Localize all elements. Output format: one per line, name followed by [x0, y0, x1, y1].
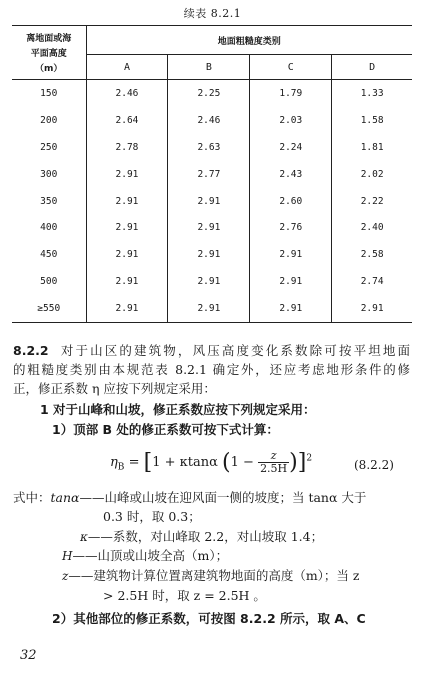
value-cell: 2.91 — [250, 268, 332, 295]
row-height-cell: 300 — [12, 161, 86, 188]
bracket-open: [ — [143, 450, 153, 475]
roughness-table — [12, 25, 412, 323]
z-definition — [62, 568, 360, 584]
table-row — [12, 134, 412, 161]
row-height-cell: 200 — [12, 107, 86, 134]
row-height-cell: 400 — [12, 214, 86, 241]
value-cell: 2.91 — [168, 214, 250, 241]
row-height-cell: 450 — [12, 241, 86, 268]
z-description-2: > 2.5H 时，取 z = 2.5H 。 — [103, 588, 266, 603]
table-caption: 续表 8.2.1 — [183, 7, 242, 20]
bracket-close: ] — [297, 450, 307, 475]
value-cell: 2.91 — [168, 268, 250, 295]
value-cell: 2.77 — [168, 161, 250, 188]
section-paragraph-line1 — [13, 343, 410, 359]
formula-eq: = — [128, 455, 140, 470]
h-symbol: H — [62, 549, 73, 563]
item-1: 1 对于山峰和山坡，修正系数应按下列规定采用： — [40, 402, 316, 417]
value-cell: 2.63 — [168, 134, 250, 161]
height-column-header: 离地面或海 平面高度 （m） — [12, 26, 86, 80]
formula-lhs-sub: B — [117, 462, 125, 473]
z-symbol: z — [62, 569, 69, 583]
value-cell: 2.91 — [86, 268, 168, 295]
tan-symbol: tanα — [50, 490, 80, 505]
table-row — [12, 80, 412, 107]
value-cell: 2.60 — [250, 188, 332, 215]
column-header-d: D — [332, 55, 412, 80]
row-height-cell: 250 — [12, 134, 86, 161]
kappa-symbol: κ — [80, 530, 88, 544]
section-paragraph-line2: 的粗糙度类别由本规范表 8.2.1 确定外，还应考虑地形条件的修 — [13, 362, 410, 377]
value-cell: 1.58 — [360, 114, 384, 126]
definitions-intro: 式中：tanα——山峰或山坡在迎风面一侧的坡度；当 tanα 大于 — [13, 490, 367, 505]
value-cell: 2.76 — [250, 214, 332, 241]
h-definition — [62, 548, 228, 564]
fraction-denominator: 2.5H — [260, 462, 288, 475]
sub-item-1: 1）顶部 B 处的修正系数可按下式计算： — [52, 422, 279, 437]
value-cell: 2.91 — [86, 241, 168, 268]
formula-one-minus: 1 − — [230, 455, 254, 470]
roughness-group-header: 地面粗糙度类别 — [86, 26, 412, 55]
section-paragraph-line3: 正，修正系数 η 应按下列规定采用： — [13, 381, 216, 396]
value-cell: 2.91 — [168, 241, 250, 268]
tan-description-1: ——山峰或山坡在迎风面一侧的坡度；当 tanα 大于 — [79, 490, 367, 505]
formula-term1: 1 + κtanα — [152, 455, 218, 470]
row-height-cell: ≥550 — [12, 295, 86, 322]
value-cell: 2.91 — [168, 188, 250, 215]
value-cell: 2.91 — [168, 295, 250, 322]
value-cell: 2.46 — [86, 80, 168, 107]
section-text-1: 对于山区的建筑物，风压高度变化系数除可按平坦地面 — [60, 343, 410, 358]
kappa-description: ——系数，对山峰取 2.2，对山坡取 1.4； — [87, 529, 324, 544]
kappa-definition — [80, 529, 323, 545]
column-header-a: A — [86, 55, 168, 80]
table-row — [12, 188, 412, 215]
table-row — [12, 107, 412, 134]
value-cell: 2.46 — [168, 107, 250, 134]
page-number: 32 — [20, 648, 37, 663]
row-height-cell: 350 — [12, 188, 86, 215]
value-cell: 2.25 — [168, 80, 250, 107]
value-cell: 2.64 — [86, 107, 168, 134]
formula-exponent: 2 — [306, 453, 313, 464]
equation-number: (8.2.2) — [354, 458, 394, 472]
value-cell: 2.91 — [250, 241, 332, 268]
fraction-numerator: z — [258, 450, 289, 463]
value-cell: 2.91 — [332, 295, 412, 322]
table-row — [12, 161, 412, 188]
value-cell: 2.91 — [86, 188, 168, 215]
paren-close: ) — [289, 450, 298, 475]
z-description-1: ——建筑物计算位置离建筑物地面的高度（m）；当 z — [68, 568, 360, 583]
sub-item-2: 2）其他部位的修正系数，可按图 8.2.2 所示，取 A、C — [52, 611, 366, 626]
row-height-cell: 500 — [12, 268, 86, 295]
value-cell: 2.24 — [250, 134, 332, 161]
value-cell: 2.22 — [360, 195, 384, 207]
value-cell: 1.81 — [360, 141, 384, 153]
table-row — [12, 268, 412, 295]
formula-8-2-2 — [110, 450, 312, 475]
tan-description-2: 0.3 时，取 0.3； — [103, 509, 201, 524]
column-header-c: C — [250, 55, 332, 80]
value-cell: 2.91 — [86, 214, 168, 241]
formula-fraction — [258, 450, 289, 475]
value-cell: 2.91 — [250, 295, 332, 322]
value-cell: 2.91 — [86, 295, 168, 322]
section-number: 8.2.2 — [13, 343, 49, 358]
table-row — [12, 241, 412, 268]
value-cell: 2.03 — [250, 107, 332, 134]
table-row — [12, 295, 412, 322]
column-header-b: B — [168, 55, 250, 80]
value-cell: 2.74 — [360, 276, 384, 288]
h-description: ——山顶或山坡全高（m）； — [72, 548, 229, 563]
value-cell: 1.79 — [250, 80, 332, 107]
value-cell: 2.58 — [360, 249, 384, 261]
paren-open: ( — [222, 450, 231, 475]
table-row — [12, 214, 412, 241]
row-height-cell: 150 — [12, 80, 86, 107]
value-cell: 2.40 — [360, 222, 384, 234]
value-cell: 2.91 — [86, 161, 168, 188]
formula-lhs: η — [110, 455, 118, 470]
value-cell: 2.78 — [86, 134, 168, 161]
value-cell: 2.43 — [250, 161, 332, 188]
value-cell: 2.02 — [360, 168, 384, 180]
value-cell: 1.33 — [360, 87, 384, 99]
